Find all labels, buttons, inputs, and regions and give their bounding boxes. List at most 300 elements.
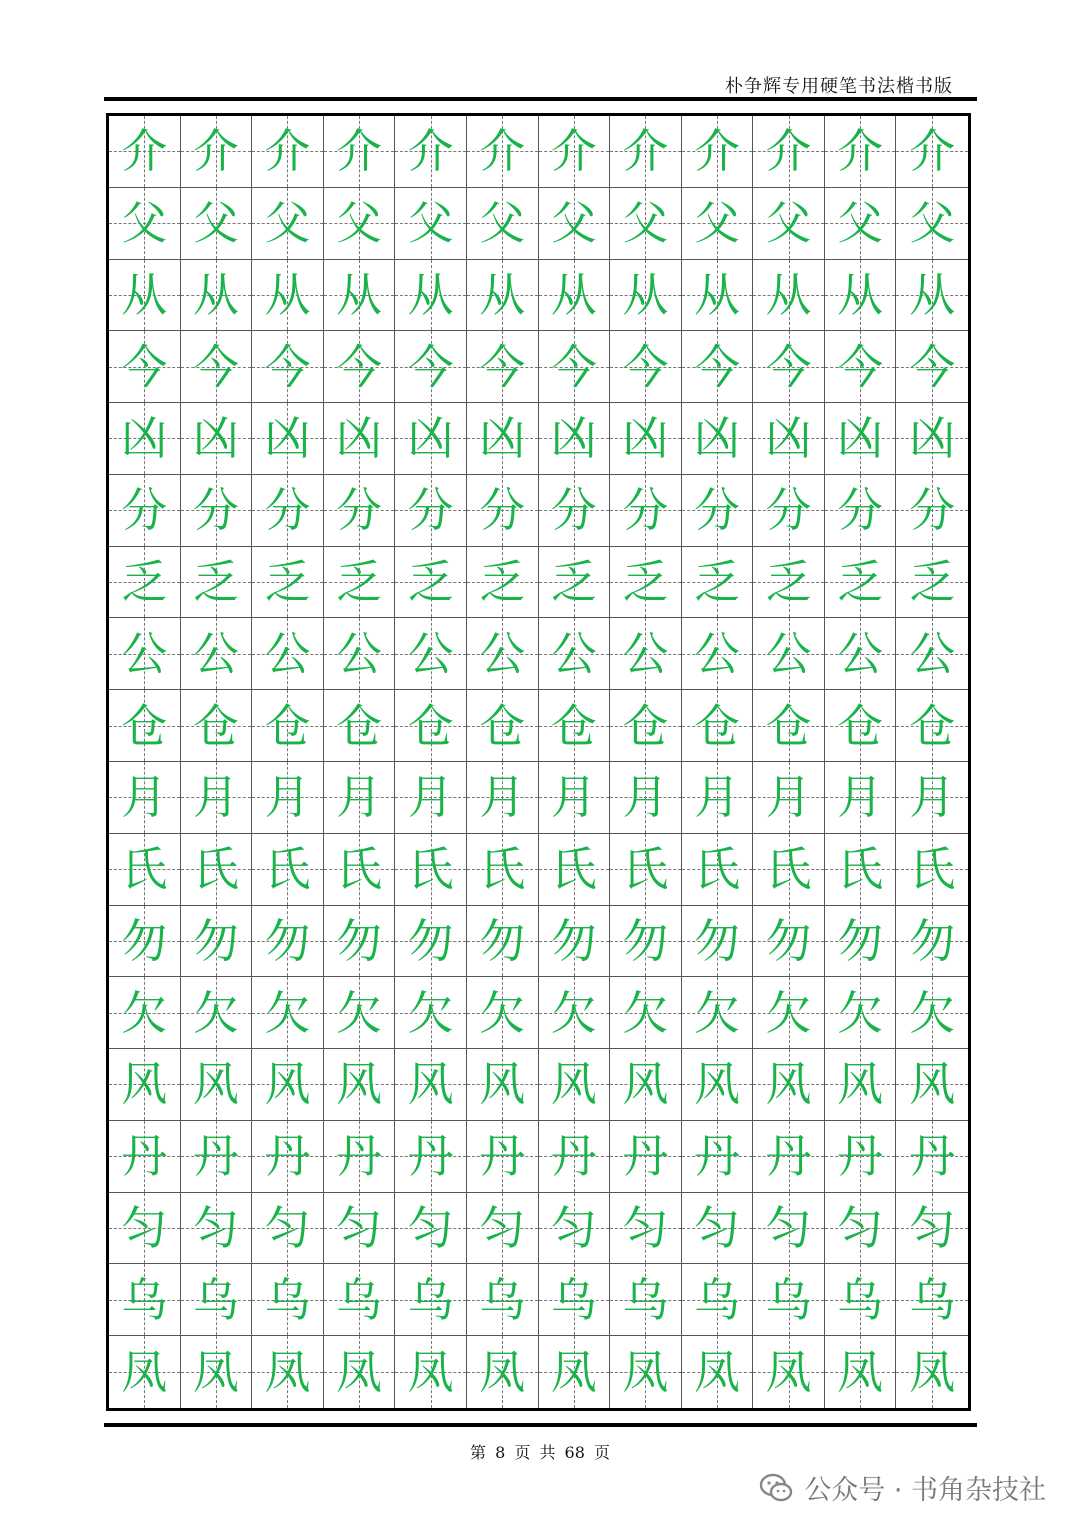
practice-cell — [825, 1264, 897, 1336]
practice-character: 欠 — [121, 985, 168, 1040]
practice-cell — [252, 690, 324, 762]
practice-character: 凤 — [192, 1345, 239, 1400]
practice-character: 丹 — [407, 1129, 454, 1184]
practice-cell — [395, 188, 467, 260]
practice-cell — [324, 1049, 396, 1121]
practice-cell — [109, 1121, 181, 1193]
practice-cell — [753, 1264, 825, 1336]
practice-cell — [467, 188, 539, 260]
practice-character: 欠 — [479, 985, 526, 1040]
practice-cell — [539, 1049, 611, 1121]
practice-cell — [324, 403, 396, 475]
practice-character: 勿 — [693, 913, 740, 968]
practice-cell — [896, 690, 968, 762]
practice-cell — [181, 1121, 253, 1193]
practice-cell — [896, 1336, 968, 1408]
practice-cell — [682, 1264, 754, 1336]
practice-character: 匀 — [121, 1201, 168, 1256]
practice-character: 今 — [121, 339, 168, 394]
practice-character: 氏 — [407, 842, 454, 897]
practice-character: 今 — [765, 339, 812, 394]
practice-character: 仓 — [550, 698, 597, 753]
practice-cell — [181, 618, 253, 690]
practice-cell — [610, 1264, 682, 1336]
practice-character: 月 — [622, 770, 669, 825]
practice-cell — [109, 260, 181, 332]
practice-character: 仓 — [837, 698, 884, 753]
practice-cell — [395, 977, 467, 1049]
practice-character: 公 — [622, 626, 669, 681]
practice-character: 月 — [693, 770, 740, 825]
practice-cell — [896, 403, 968, 475]
practice-cell — [109, 834, 181, 906]
practice-cell — [324, 331, 396, 403]
practice-cell — [753, 618, 825, 690]
practice-character: 父 — [192, 196, 239, 251]
practice-cell — [682, 906, 754, 978]
watermark — [758, 1468, 1046, 1507]
practice-cell — [825, 116, 897, 188]
practice-character: 勿 — [479, 913, 526, 968]
practice-character: 匀 — [192, 1201, 239, 1256]
practice-cell — [467, 403, 539, 475]
practice-character: 父 — [407, 196, 454, 251]
practice-cell — [753, 690, 825, 762]
practice-cell — [539, 547, 611, 619]
practice-cell — [896, 906, 968, 978]
practice-cell — [395, 834, 467, 906]
practice-character: 介 — [192, 124, 239, 179]
practice-character: 凤 — [909, 1345, 956, 1400]
practice-cell — [324, 1336, 396, 1408]
practice-character: 风 — [192, 1057, 239, 1112]
practice-character: 匀 — [765, 1201, 812, 1256]
practice-character: 分 — [407, 483, 454, 538]
practice-character: 仓 — [765, 698, 812, 753]
practice-cell — [753, 475, 825, 547]
practice-character: 乏 — [837, 555, 884, 610]
practice-cell — [896, 762, 968, 834]
practice-cell — [109, 1336, 181, 1408]
practice-character: 风 — [407, 1057, 454, 1112]
practice-cell — [682, 977, 754, 1049]
wechat-icon — [758, 1470, 794, 1506]
practice-cell — [395, 1336, 467, 1408]
practice-cell — [395, 618, 467, 690]
practice-character: 匀 — [837, 1201, 884, 1256]
practice-cell — [181, 116, 253, 188]
practice-grid — [106, 113, 971, 1411]
practice-character: 凶 — [909, 411, 956, 466]
practice-character: 介 — [909, 124, 956, 179]
practice-cell — [682, 260, 754, 332]
practice-character: 今 — [192, 339, 239, 394]
practice-cell — [324, 906, 396, 978]
practice-cell — [181, 762, 253, 834]
practice-cell — [610, 977, 682, 1049]
practice-character: 父 — [837, 196, 884, 251]
practice-character: 公 — [693, 626, 740, 681]
practice-cell — [467, 762, 539, 834]
practice-cell — [324, 260, 396, 332]
practice-cell — [467, 834, 539, 906]
practice-character: 欠 — [336, 985, 383, 1040]
practice-cell — [539, 690, 611, 762]
practice-cell — [467, 1049, 539, 1121]
watermark-text: 公众号 · 书角杂技社 — [804, 1475, 1046, 1506]
practice-cell — [610, 403, 682, 475]
practice-cell — [539, 618, 611, 690]
practice-character: 匀 — [479, 1201, 526, 1256]
practice-character: 从 — [479, 267, 526, 322]
practice-cell — [252, 977, 324, 1049]
practice-cell — [682, 188, 754, 260]
practice-character: 分 — [837, 483, 884, 538]
practice-character: 介 — [121, 124, 168, 179]
practice-cell — [252, 762, 324, 834]
practice-cell — [539, 1193, 611, 1265]
practice-character: 丹 — [765, 1129, 812, 1184]
practice-character: 欠 — [407, 985, 454, 1040]
practice-character: 匀 — [336, 1201, 383, 1256]
practice-character: 父 — [264, 196, 311, 251]
practice-cell — [395, 1264, 467, 1336]
practice-character: 分 — [765, 483, 812, 538]
practice-character: 公 — [765, 626, 812, 681]
practice-character: 匀 — [407, 1201, 454, 1256]
practice-cell — [753, 977, 825, 1049]
practice-cell — [825, 331, 897, 403]
practice-character: 乏 — [622, 555, 669, 610]
practice-cell — [181, 331, 253, 403]
practice-cell — [181, 475, 253, 547]
practice-character: 乏 — [550, 555, 597, 610]
practice-character: 仓 — [622, 698, 669, 753]
practice-cell — [252, 1121, 324, 1193]
practice-character: 今 — [407, 339, 454, 394]
practice-character: 丹 — [693, 1129, 740, 1184]
practice-character: 月 — [550, 770, 597, 825]
practice-cell — [682, 403, 754, 475]
practice-character: 介 — [622, 124, 669, 179]
practice-cell — [109, 116, 181, 188]
practice-cell — [610, 690, 682, 762]
practice-character: 分 — [336, 483, 383, 538]
practice-cell — [610, 331, 682, 403]
practice-character: 公 — [550, 626, 597, 681]
practice-cell — [109, 547, 181, 619]
practice-cell — [181, 403, 253, 475]
practice-cell — [181, 834, 253, 906]
practice-character: 氏 — [192, 842, 239, 897]
practice-cell — [467, 331, 539, 403]
practice-character: 仓 — [909, 698, 956, 753]
practice-cell — [610, 834, 682, 906]
practice-cell — [252, 475, 324, 547]
practice-cell — [252, 1336, 324, 1408]
practice-cell — [610, 1336, 682, 1408]
practice-cell — [539, 1336, 611, 1408]
practice-cell — [467, 1264, 539, 1336]
practice-character: 从 — [765, 267, 812, 322]
practice-character: 今 — [693, 339, 740, 394]
practice-character: 父 — [765, 196, 812, 251]
practice-character: 勿 — [765, 913, 812, 968]
practice-cell — [753, 834, 825, 906]
top-rule — [104, 97, 977, 101]
practice-cell — [753, 1193, 825, 1265]
practice-cell — [181, 977, 253, 1049]
practice-character: 公 — [837, 626, 884, 681]
practice-cell — [753, 762, 825, 834]
practice-character: 乏 — [693, 555, 740, 610]
practice-character: 公 — [192, 626, 239, 681]
practice-cell — [324, 547, 396, 619]
practice-cell — [467, 1336, 539, 1408]
practice-cell — [610, 906, 682, 978]
practice-character: 风 — [336, 1057, 383, 1112]
practice-cell — [324, 690, 396, 762]
practice-character: 从 — [407, 267, 454, 322]
practice-character: 月 — [479, 770, 526, 825]
practice-character: 氏 — [121, 842, 168, 897]
practice-character: 父 — [622, 196, 669, 251]
practice-character: 凤 — [407, 1345, 454, 1400]
practice-character: 乏 — [121, 555, 168, 610]
practice-character: 凶 — [407, 411, 454, 466]
practice-cell — [682, 547, 754, 619]
practice-cell — [395, 260, 467, 332]
practice-character: 介 — [693, 124, 740, 179]
practice-character: 仓 — [192, 698, 239, 753]
practice-character: 公 — [264, 626, 311, 681]
practice-cell — [181, 547, 253, 619]
practice-character: 欠 — [693, 985, 740, 1040]
practice-cell — [682, 1193, 754, 1265]
practice-cell — [825, 188, 897, 260]
practice-character: 从 — [121, 267, 168, 322]
practice-character: 凶 — [479, 411, 526, 466]
practice-cell — [539, 331, 611, 403]
practice-cell — [896, 260, 968, 332]
practice-character: 匀 — [550, 1201, 597, 1256]
practice-character: 月 — [407, 770, 454, 825]
practice-character: 从 — [264, 267, 311, 322]
practice-character: 分 — [693, 483, 740, 538]
practice-cell — [825, 690, 897, 762]
practice-cell — [109, 1264, 181, 1336]
practice-cell — [324, 834, 396, 906]
practice-cell — [682, 690, 754, 762]
bottom-rule — [104, 1423, 977, 1427]
practice-cell — [181, 188, 253, 260]
practice-character: 介 — [264, 124, 311, 179]
practice-cell — [467, 547, 539, 619]
practice-character: 欠 — [909, 985, 956, 1040]
practice-character: 凤 — [550, 1345, 597, 1400]
practice-character: 父 — [479, 196, 526, 251]
practice-cell — [682, 834, 754, 906]
practice-character: 从 — [550, 267, 597, 322]
practice-cell — [753, 1336, 825, 1408]
practice-character: 匀 — [909, 1201, 956, 1256]
practice-character: 公 — [479, 626, 526, 681]
practice-character: 勿 — [837, 913, 884, 968]
practice-cell — [395, 1193, 467, 1265]
practice-cell — [324, 1193, 396, 1265]
practice-cell — [682, 1049, 754, 1121]
practice-character: 氏 — [479, 842, 526, 897]
practice-cell — [324, 618, 396, 690]
practice-cell — [395, 906, 467, 978]
practice-cell — [825, 1049, 897, 1121]
practice-cell — [682, 762, 754, 834]
practice-character: 父 — [693, 196, 740, 251]
practice-character: 氏 — [550, 842, 597, 897]
practice-cell — [109, 331, 181, 403]
practice-character: 从 — [622, 267, 669, 322]
practice-cell — [109, 1193, 181, 1265]
practice-cell — [753, 1049, 825, 1121]
practice-cell — [395, 1121, 467, 1193]
practice-cell — [896, 618, 968, 690]
practice-character: 介 — [479, 124, 526, 179]
practice-cell — [252, 1193, 324, 1265]
practice-cell — [395, 690, 467, 762]
practice-character: 乌 — [407, 1272, 454, 1327]
practice-cell — [610, 1193, 682, 1265]
practice-cell — [109, 403, 181, 475]
practice-cell — [825, 977, 897, 1049]
practice-character: 今 — [622, 339, 669, 394]
practice-character: 丹 — [550, 1129, 597, 1184]
practice-cell — [539, 188, 611, 260]
practice-character: 从 — [909, 267, 956, 322]
practice-character: 勿 — [264, 913, 311, 968]
practice-character: 凶 — [622, 411, 669, 466]
practice-character: 氏 — [336, 842, 383, 897]
practice-character: 今 — [264, 339, 311, 394]
practice-character: 欠 — [765, 985, 812, 1040]
practice-cell — [753, 906, 825, 978]
practice-character: 凶 — [765, 411, 812, 466]
practice-cell — [825, 547, 897, 619]
practice-character: 氏 — [264, 842, 311, 897]
practice-character: 氏 — [909, 842, 956, 897]
practice-cell — [467, 1193, 539, 1265]
practice-character: 月 — [909, 770, 956, 825]
practice-cell — [610, 1121, 682, 1193]
practice-cell — [610, 116, 682, 188]
practice-character: 今 — [837, 339, 884, 394]
practice-character: 乌 — [479, 1272, 526, 1327]
practice-character: 勿 — [622, 913, 669, 968]
practice-character: 氏 — [765, 842, 812, 897]
practice-character: 仓 — [479, 698, 526, 753]
practice-cell — [610, 547, 682, 619]
practice-cell — [467, 977, 539, 1049]
practice-cell — [324, 1264, 396, 1336]
practice-cell — [395, 547, 467, 619]
practice-cell — [252, 618, 324, 690]
practice-cell — [539, 1264, 611, 1336]
practice-cell — [109, 906, 181, 978]
practice-cell — [610, 260, 682, 332]
practice-character: 月 — [336, 770, 383, 825]
practice-character: 凤 — [693, 1345, 740, 1400]
practice-cell — [324, 188, 396, 260]
practice-character: 凶 — [837, 411, 884, 466]
practice-character: 公 — [407, 626, 454, 681]
practice-cell — [109, 618, 181, 690]
practice-cell — [896, 188, 968, 260]
practice-character: 乌 — [837, 1272, 884, 1327]
practice-cell — [467, 260, 539, 332]
practice-character: 分 — [909, 483, 956, 538]
practice-cell — [181, 1049, 253, 1121]
practice-cell — [896, 977, 968, 1049]
practice-character: 勿 — [121, 913, 168, 968]
practice-character: 今 — [479, 339, 526, 394]
practice-cell — [539, 977, 611, 1049]
practice-character: 乏 — [336, 555, 383, 610]
practice-character: 勿 — [336, 913, 383, 968]
practice-character: 凶 — [264, 411, 311, 466]
practice-cell — [395, 1049, 467, 1121]
practice-cell — [252, 116, 324, 188]
practice-character: 风 — [765, 1057, 812, 1112]
practice-cell — [395, 403, 467, 475]
practice-cell — [682, 116, 754, 188]
practice-character: 风 — [550, 1057, 597, 1112]
practice-character: 凶 — [121, 411, 168, 466]
practice-character: 父 — [550, 196, 597, 251]
practice-character: 丹 — [479, 1129, 526, 1184]
practice-cell — [324, 475, 396, 547]
practice-cell — [610, 188, 682, 260]
practice-character: 公 — [121, 626, 168, 681]
practice-cell — [395, 762, 467, 834]
practice-character: 乏 — [909, 555, 956, 610]
practice-cell — [825, 834, 897, 906]
practice-character: 父 — [909, 196, 956, 251]
practice-character: 公 — [909, 626, 956, 681]
practice-cell — [395, 116, 467, 188]
practice-cell — [539, 1121, 611, 1193]
practice-character: 分 — [192, 483, 239, 538]
practice-character: 丹 — [336, 1129, 383, 1184]
practice-character: 凶 — [192, 411, 239, 466]
practice-character: 勿 — [909, 913, 956, 968]
practice-cell — [896, 116, 968, 188]
practice-character: 介 — [765, 124, 812, 179]
practice-cell — [539, 260, 611, 332]
practice-cell — [181, 260, 253, 332]
practice-cell — [610, 1049, 682, 1121]
practice-character: 父 — [121, 196, 168, 251]
practice-cell — [753, 260, 825, 332]
practice-character: 乌 — [550, 1272, 597, 1327]
practice-cell — [252, 331, 324, 403]
practice-cell — [539, 906, 611, 978]
practice-character: 乌 — [192, 1272, 239, 1327]
practice-character: 欠 — [622, 985, 669, 1040]
practice-character: 丹 — [192, 1129, 239, 1184]
practice-cell — [539, 403, 611, 475]
practice-cell — [896, 475, 968, 547]
practice-character: 丹 — [264, 1129, 311, 1184]
practice-character: 今 — [550, 339, 597, 394]
